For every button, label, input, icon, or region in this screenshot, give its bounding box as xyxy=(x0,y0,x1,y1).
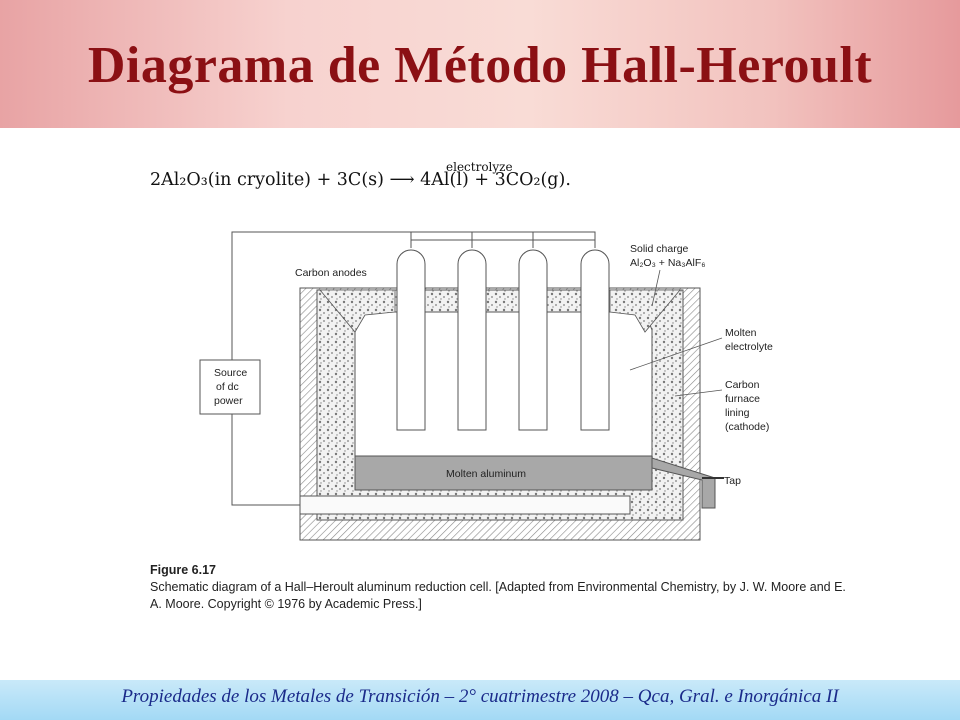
carbon-anode xyxy=(519,250,547,430)
figure-number: Figure 6.17 xyxy=(150,563,216,577)
carbon-anode xyxy=(581,250,609,430)
circuit-wire-return xyxy=(232,414,300,505)
lining-label-line1: Carbon xyxy=(725,379,760,391)
lining-label-line4: (cathode) xyxy=(725,421,770,433)
caption-text: Schematic diagram of a Hall–Heroult aluminum reduction cell. [Adapted from Environmental Chemistry, by J. W. Moore and E. A. Moore. Copyright © 1976 by Academic Press.] xyxy=(150,580,846,611)
slide-title: Diagrama de Método Hall-Heroult xyxy=(87,37,873,94)
lining-label-line2: furnace xyxy=(725,393,761,405)
arrow-label: electrolyze xyxy=(446,160,513,174)
figure-caption xyxy=(150,562,850,613)
footer-text: Propiedades de los Metales de Transición – 2° cuatrimestre 2008 – Qca, Gral. e Inorgánica II xyxy=(121,686,839,707)
carbon-anode xyxy=(397,250,425,430)
molten-electrolyte-label-line2: electrolyte xyxy=(725,341,773,353)
solid-charge-label-line1: Solid charge xyxy=(630,243,689,255)
cathode-collector-bar xyxy=(300,496,630,514)
hall-heroult-cell-diagram xyxy=(190,220,810,550)
molten-aluminum-label: Molten aluminum xyxy=(446,468,526,480)
solid-charge-label-line2: Al₂O₃ + Na₃AlF₆ xyxy=(630,257,706,269)
tap-label: Tap xyxy=(724,475,741,487)
lining-label-line3: lining xyxy=(725,407,750,419)
power-label-line2: of dc xyxy=(216,381,239,393)
power-label-line1: Source xyxy=(214,367,248,379)
carbon-anodes-label: Carbon anodes xyxy=(295,267,367,279)
chemical-equation: 2Al₂O₃(in cryolite) + 3C(s) ⟶ 4Al(l) + 3CO₂(g). xyxy=(150,170,571,190)
power-label-line3: power xyxy=(214,395,243,407)
carbon-anode xyxy=(458,250,486,430)
molten-electrolyte-label-line1: Molten xyxy=(725,327,757,339)
